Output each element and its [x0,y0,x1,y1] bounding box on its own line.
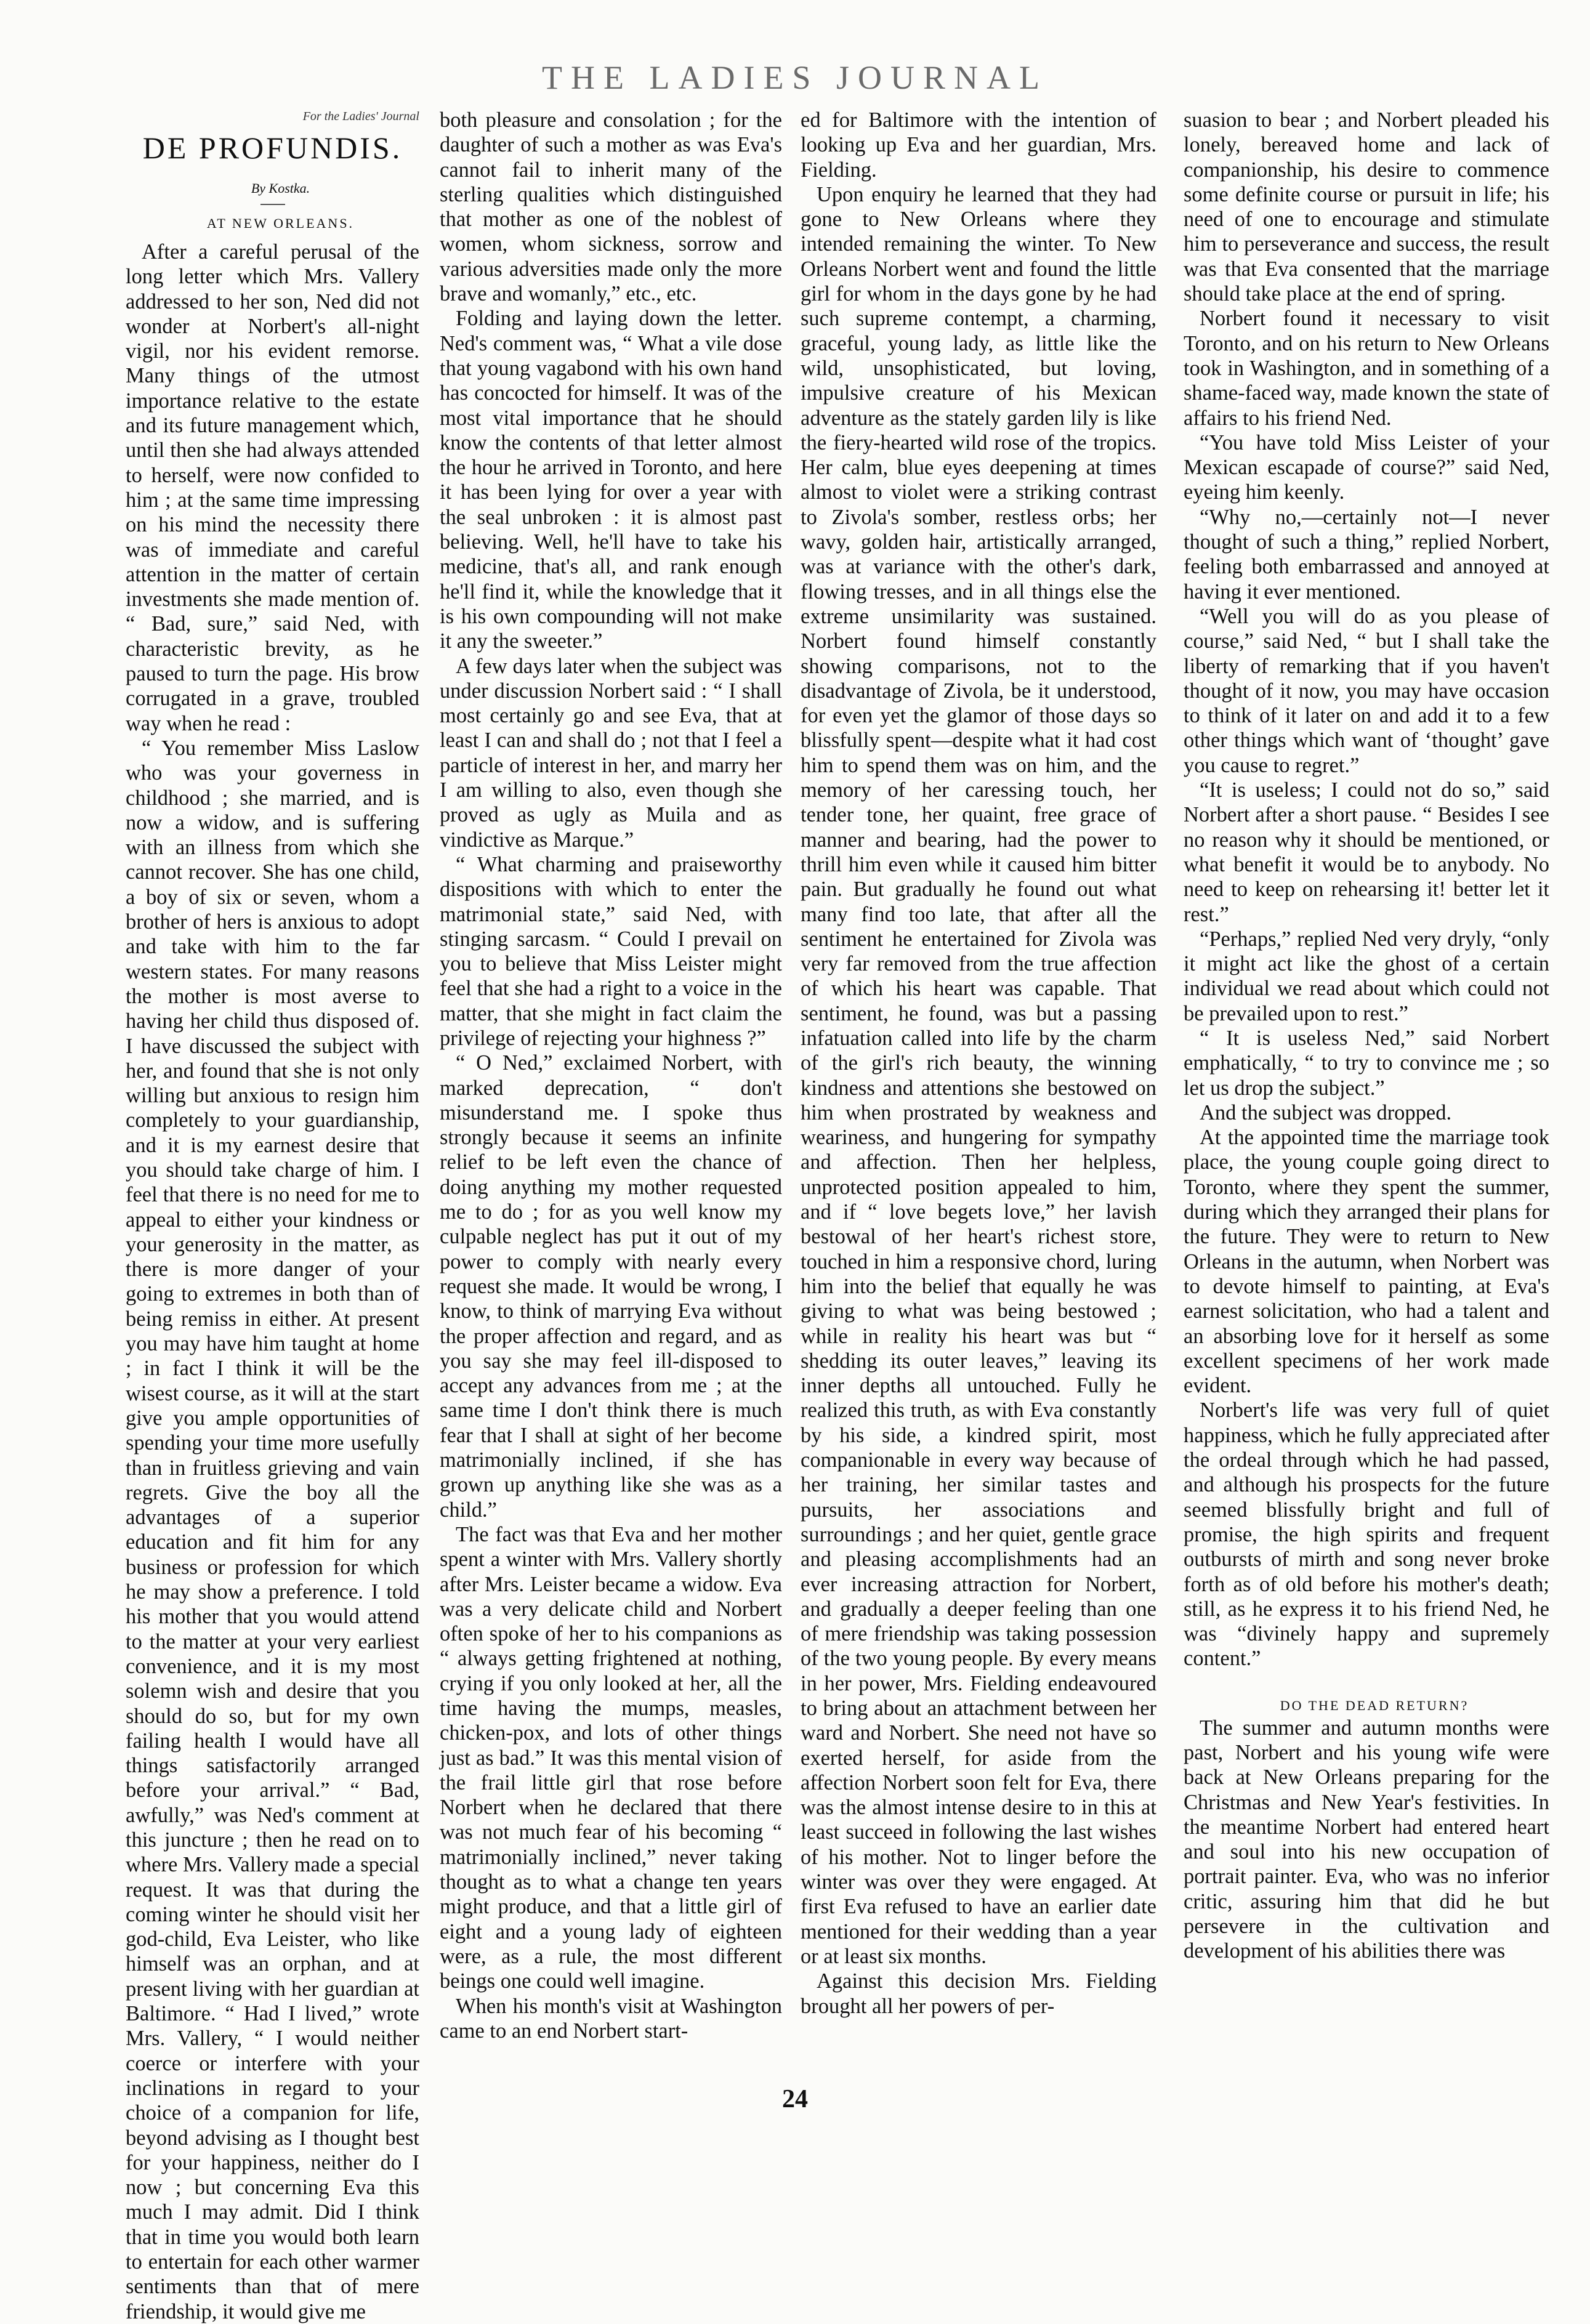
byline: By Kostka. [251,180,310,196]
paragraph: The fact was that Eva and her mother spent a winter with Mrs. Vallery shortly after Mrs. Leister became a widow. Eva was a very delicate child and Norbert often spoke of her to his companions as “ always getting frightened at nothing, crying if you only looked at her, all the time having the mumps, measles, chicken-pox, and lots of other things just as bad.” It was this mental vision of the frail little girl that rose before Norbert when he declared that there was not much fear of his becoming “ matrimonially inclined,” never taking thought as to what a change ten years might produce, and that a little girl of eight and a young lady of eighteen were, as a rule, the most different beings one could well imagine. [440,1522,782,1993]
column-4 [1184,108,1549,2146]
paragraph: Upon enquiry he learned that they had gone to New Orleans where they intended remaining the winter. To New Orleans Norbert went and found the little girl for whom in the days gone by he had such supreme contempt, a charming, graceful, young lady, as little like the wild, unsophisticated, but loving, impulsive creature of his Mexican adventure as the stately garden lily is like the fiery-hearted wild rose of the tropics. Her calm, blue eyes deepening at times almost to violet were a striking contrast to Zivola's somber, restless orbs; her wavy, golden hair, artistically arranged, was at variance with the other's dark, flowing tresses, and in all things else the extreme unsimilarity was sustained. Norbert found himself constantly showing comparisons, not to the disadvantage of Zivola, be it understood, for even yet the glamor of those days so blissfully spent—despite what it had cost him to spend them was on him, and the memory of her caressing touch, her tender tone, her quaint, free grace of manner and bearing, had the power to thrill him even while it caused him bitter pain. But gradually he found out what many find too late, that after all the sentiment he entertained for Zivola was very far removed from the true affection of which his heart was capable. That sentiment, he found, was but a passing infatuation called into life by the charm of the girl's rich beauty, the winning kindness and attentions she bestowed on him when prostrated by weakness and weariness, and hungering for sympathy and affection. Then her helpless, unprotected position appealed to him, and if “ love begets love,” her lavish bestowal of her heart's richest store, touched in him a responsive chord, luring him into the belief that equally he was giving to what was being bestowed ; while in reality his heart was but “ shedding its outer leaves,” leaving its inner depths all untouched. Fully he realized this truth, as with Eva constantly by his side, a kindred spirit, most companionable in every way because of her training, her similar tastes and pursuits, her associations and surroundings ; and her quiet, gentle grace and pleasing accomplishments had an ever increasing attraction for Norbert, and gradually a deeper feeling than one of mere friendship was taking possession of the two young people. By every means in her power, Mrs. Fielding endeavoured to bring about an attachment between her ward and Norbert. She need not have so exerted herself, for aside from the affection Norbert soon felt for Eva, there was the almost intense desire to in this at least succeed in following the last wishes of his mother. Not to linger before the winter was over they were engaged. At first Eva refused to have an earlier date mentioned for their wedding than a year or at least six months. [801,182,1156,1968]
paragraph: A few days later when the subject was under discussion Norbert said : “ I shall most certainly go and see Eva, that at least I can and shall do ; not that I feel a particle of interest in her, and marry her I am willing to also, even though she proved as ugly as Muila and as vindictive as Marque.” [440,654,782,852]
paragraph: “Why no,—certainly not—I never thought of such a thing,” replied Norbert, feeling both embarrassed and annoyed at having it ever mentioned. [1184,505,1549,603]
paragraph: The summer and autumn months were past, Norbert and his young wife were back at New Orleans preparing for the Christmas and New Year's festivities. In the meantime Norbert had entered heart and soul into his new occupation of portrait painter. Eva, who was no inferior critic, assuring him that did he but persevere in the cultivation and development of his abilities there was [1184,1716,1549,1963]
for-line: For the Ladies' Journal [302,110,419,123]
paragraph: “ You remember Miss Laslow who was your governess in childhood ; she married, and is now a widow, and is suffering with an illness from which she cannot recover. She has one child, a boy of six or seven, whom a brother of hers is anxious to adopt and take with him to the far western states. For many reasons the mother is most averse to having her child thus disposed of. I have discussed the subject with her, and found that she is not only willing but anxious to resign him completely to your guardianship, and it is my earnest desire that you should take charge of him. I feel that there is no need for me to appeal to either your kindness or your generosity in the matter, as there is more danger of your going to extremes in both than of being remiss in either. At present you may have him taught at home ; in fact I think it will be the wisest course, as it will at the start give you ample opportunities of spending your time more usefully than in fruitless grieving and vain regrets. Give the boy all the advantages of a superior education and fit him for any business or profession for which he may show a preference. I told his mother that you would attend to the matter at your very earliest convenience, and it is my most solemn wish and desire that you should do so, but for my own failing health I would have all things satisfactorily arranged before your arrival.” “ Bad, awfully,” was Ned's comment at this juncture ; then he read on to where Mrs. Vallery made a special request. It was that during the coming winter he should visit her god-child, Eva Leister, who like himself was an orphan, and at present living with her guardian at Baltimore. “ Had I lived,” wrote Mrs. Vallery, “ I would neither coerce or interfere with your inclinations in regard to your choice of a companion for life, beyond advising as I thought best for your happiness, neither do I now ; but concerning Eva this much I may admit. Did I think that in time you would both learn to entertain for each other warmer sentiments than that of mere friendship, it would give me [126,736,419,2323]
paragraph: Norbert found it necessary to visit Toronto, and on his return to New Orleans took in Washington, and in something of a shame-faced way, made known the state of affairs to his friend Ned. [1184,307,1549,430]
article-header [126,108,419,233]
paragraph: When his month's visit at Washington came to an end Norbert start- [440,1994,782,2043]
paragraph: Against this decision Mrs. Fielding brought all her powers of per- [801,1969,1156,2018]
column-2 [440,108,782,2146]
paragraph: “Perhaps,” replied Ned very dryly, “only it might act like the ghost of a certain individual we read about which could not be prevailed upon to rest.” [1184,927,1549,1025]
paragraph: After a careful perusal of the long letter which Mrs. Vallery addressed to her son, Ned did not wonder at Norbert's all-night vigil, nor his evident remorse. Many things of the utmost importance relative to the estate and its future management which, until then she had always attended to herself, were now confided to him ; at the same time impressing on his mind the necessity there was of immediate and careful attention in the matter of certain investments she made mention of. “ Bad, sure,” said Ned, with characteristic brevity, as he paused to turn the page. His brow corrugated in a grave, troubled way when he read : [126,240,419,735]
paragraph: Folding and laying down the letter. Ned's comment was, “ What a vile dose that young vagabond with his own hand has concocted for himself. It was of the most vital importance that he should know the contents of that letter almost the hour he arrived in Toronto, and here it has been lying for over a year with the seal unbroken : it is almost past believing. Well, he'll have to take his medicine, that's all, and rank enough he'll find it, while the knowledge that it is his own compounding will not make it any the sweeter.” [440,307,782,653]
paragraph: Norbert's life was very full of quiet happiness, which he fully appreciated after the ordeal through which he had passed, and although his prospects for the future seemed blissfully bright and full of promise, the high spirits and frequent outbursts of mirth and song never broke forth as of old before his mother's death; still, as he express it to his friend Ned, he was “divinely happy and supremely content.” [1184,1398,1549,1671]
section-heading-dead-return: DO THE DEAD RETURN? [1280,1697,1469,1713]
paragraph: ed for Baltimore with the intention of looking up Eva and her guardian, Mrs. Fielding. [801,108,1156,182]
paragraph: “It is useless; I could not do so,” said Norbert after a short pause. “ Besides I see no reason why it should be mentioned, or what benefit it would be to anybody. No need to keep on rehearsing it! better let it rest.” [1184,778,1549,926]
column-1 [126,108,419,2323]
article-title: DE PROFUNDIS. [142,131,403,165]
paragraph: “Well you will do as you please of course,” said Ned, “ but I shall take the liberty of remarking that if you haven't thought of it now, you may have occasion to think of it later on and add it to a few other things which want of ‘thought’ gave you cause to regret.” [1184,604,1549,777]
paragraph: “You have told Miss Leister of your Mexican escapade of course?” said Ned, eyeing him keenly. [1184,430,1549,504]
divider [260,204,285,205]
paragraph: At the appointed time the marriage took place, the young couple going direct to Toronto, where they spent the summer, during which they arranged their plans for the future. They were to return to New Orleans in the autumn, when Norbert was to devote himself to painting, at Eva's earnest solicitation, who had a talent and an absorbing love for it herself as some excellent specimens of her work made evident. [1184,1126,1549,1398]
paragraph: suasion to bear ; and Norbert pleaded his lonely, bereaved home and lack of companionship, his desire to commence some definite course or pursuit in life; his need of one to encourage and stimulate him to perseverance and success, the result was that Eva consented that the marriage should take place at the end of spring. [1184,108,1549,306]
paragraph: “ It is useless Ned,” said Norbert emphatically, “ to try to convince me ; so let us drop the subject.” [1184,1026,1549,1100]
paragraph: And the subject was dropped. [1200,1100,1452,1124]
running-head: THE LADIES JOURNAL [542,59,1048,96]
column-3 [801,108,1156,2146]
paragraph: both pleasure and consolation ; for the daughter of such a mother as was Eva's cannot fail to inherit many of the sterling qualities which distinguished that mother as one of the noblest of women, whom sickness, sorrow and various adversities made only the more brave and womanly,” etc., etc. [440,108,782,306]
paragraph: “ O Ned,” exclaimed Norbert, with marked deprecation, “ don't misunderstand me. I spoke thus strongly because it seems an infinite relief to be left even the chance of doing anything my mother requested me to do ; for as you well know my culpable neglect has put it out of my power to comply with nearly every request she made. It would be wrong, I know, to think of marrying Eva without the proper affection and regard, and as you say she may feel ill-disposed to accept any advances from me ; at the same time I don't think there is much fear that I shall at sight of her become matrimonially inclined, if she has grown up anything like she was as a child.” [440,1051,782,1522]
section-heading-new-orleans: AT NEW ORLEANS. [206,216,355,231]
page-number: 24 [782,2085,808,2113]
paragraph: “ What charming and praiseworthy dispositions with which to enter the matrimonial state,” said Ned, with stinging sarcasm. “ Could I prevail on you to believe that Miss Leister might feel that she had a right to a voice in the matter, that she might in fact claim the privilege of rejecting your highness ?” [440,852,782,1050]
